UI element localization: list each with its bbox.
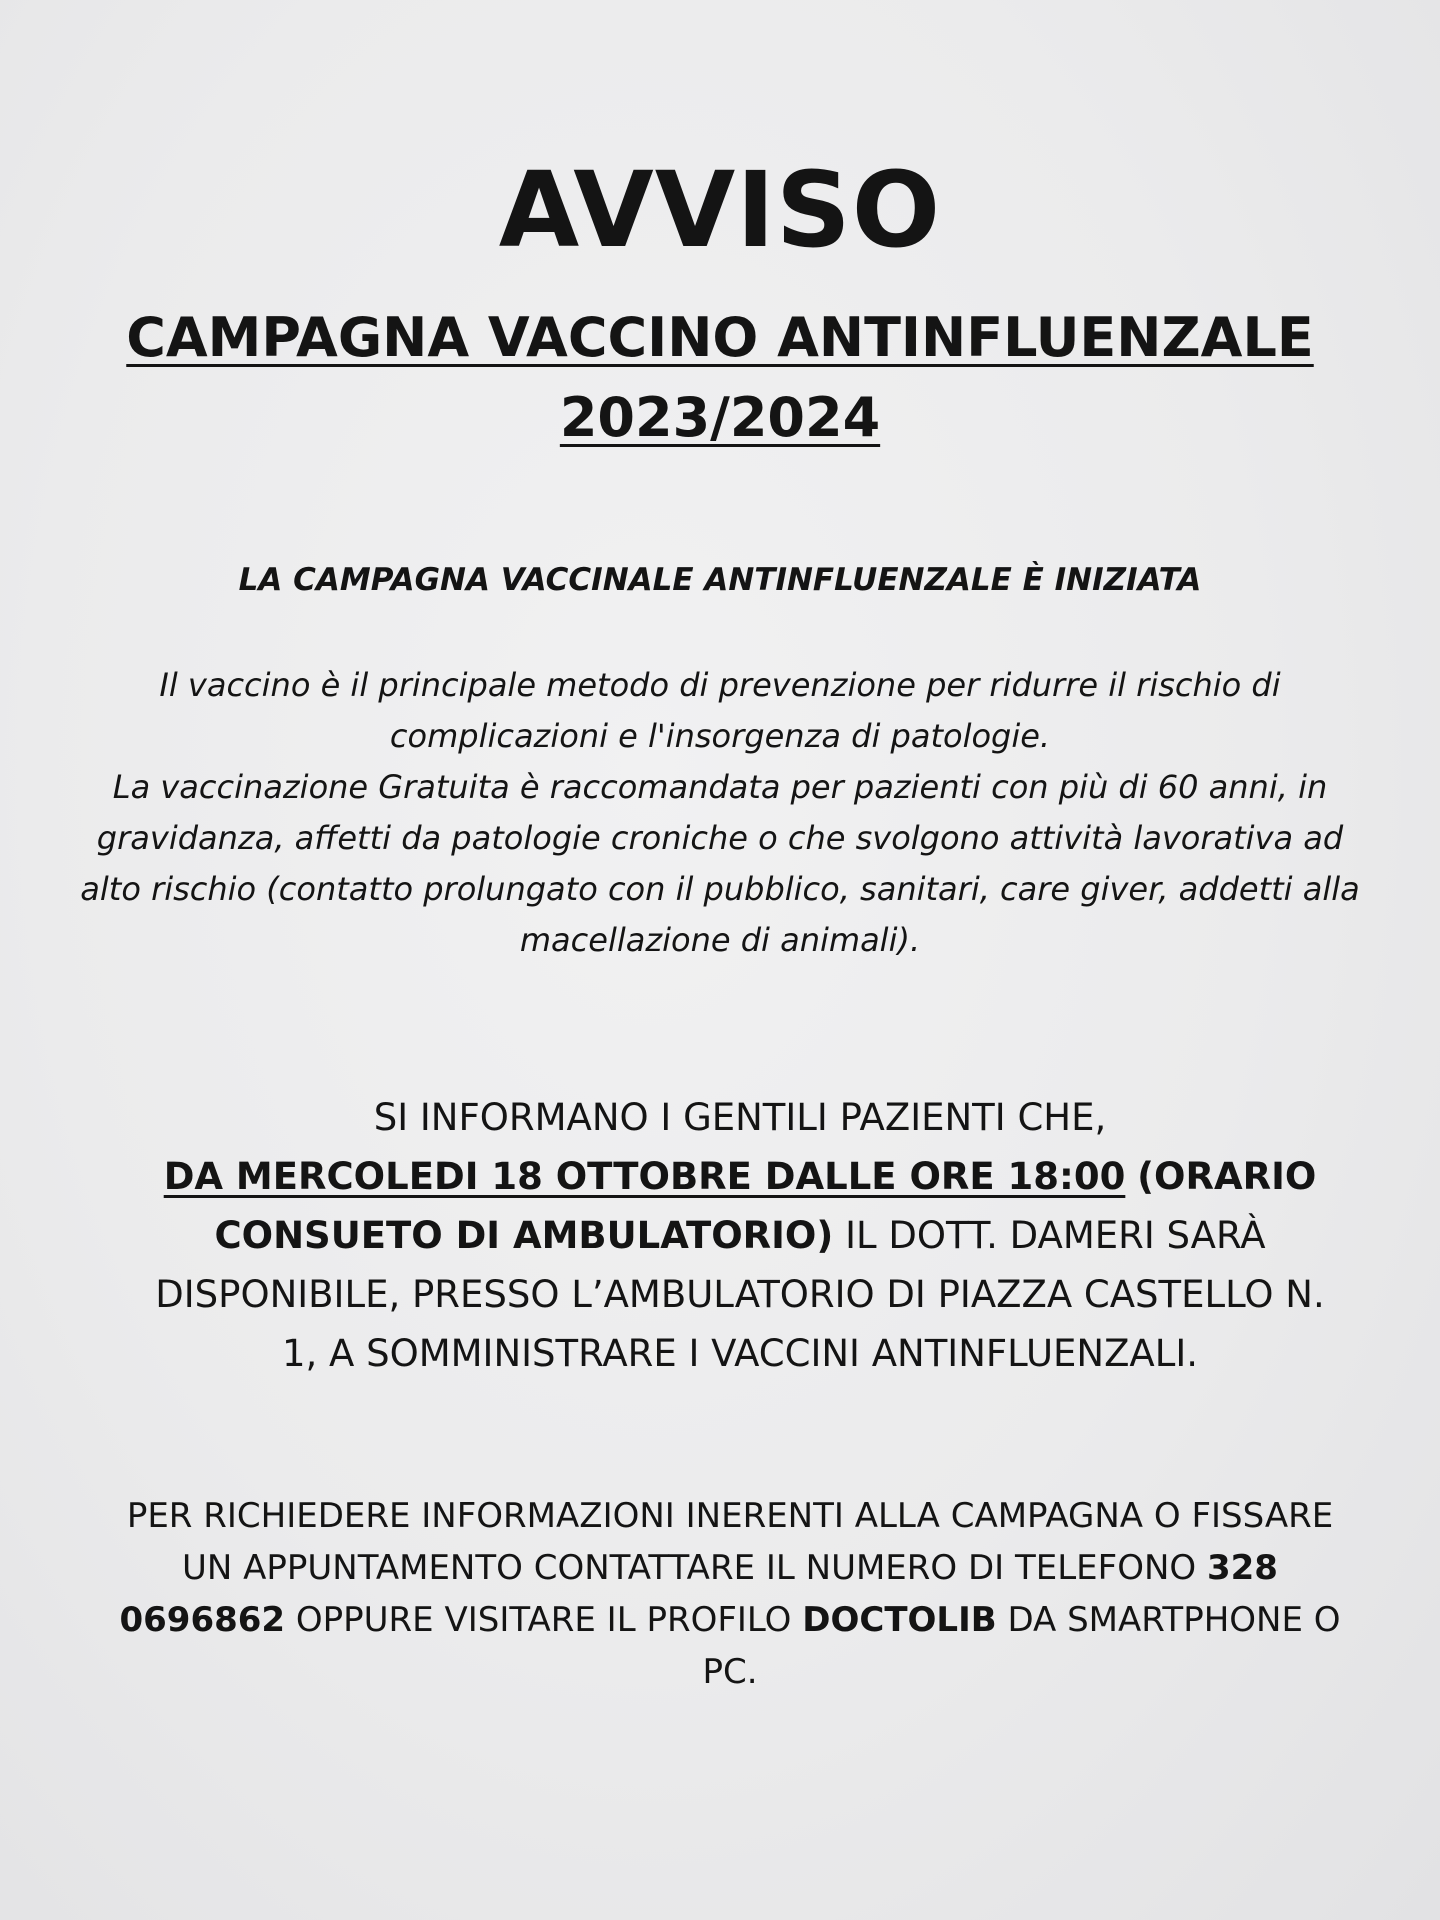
info-date: DA MERCOLEDI 18 OTTOBRE DALLE ORE 18:00 [163,1155,1126,1198]
description-paragraph-2: La vaccinazione Gratuita è raccomandata per pazienti con più di 60 anni, in gravidanza, affetti da patologie croniche o che svolgono attività lavorativa ad alto rischio (contatto prolungato con il pubblico, sanitari, care giver, addetti alla macellazione di animali). [80,768,1360,959]
platform-name: DOCTOLIB [802,1600,997,1640]
contact-paragraph [100,1490,1360,1698]
notice-title: AVVISO [498,149,942,271]
info-rest: IL DOTT. DAMERI SARÀ DISPONIBILE, PRESSO L’AMBULATORIO DI PIAZZA CASTELLO N. 1, A SOMMINISTRARE I VACCINI ANTINFLUENZALI. [155,1214,1325,1375]
vaccine-description [70,660,1370,966]
contact-info [100,1490,1360,1698]
info-intro: SI INFORMANO I GENTILI PAZIENTI CHE, [373,1096,1107,1139]
contact-text: PER RICHIEDERE INFORMAZIONI INERENTI ALLA CAMPAGNA O FISSARE UN APPUNTAMENTO CONTATTARE IL NUMERO DI TELEFONO [126,1496,1334,1588]
info-hours: (ORARIO CONSUETO DI AMBULATORIO) [214,1155,1317,1257]
campaign-heading [0,298,1440,458]
info-details [150,1147,1330,1383]
phone-number: 328 0696862 [119,1548,1278,1640]
campaign-heading-line1: CAMPAGNA VACCINO ANTINFLUENZALE [126,306,1314,369]
campaign-heading-year: 2023/2024 [559,386,881,449]
description-paragraph-1: Il vaccino è il principale metodo di prevenzione per ridurre il rischio di complicazioni e l'insorgenza di patologie. [159,666,1281,755]
schedule-info [150,1088,1330,1383]
contact-end: DA SMARTPHONE O PC. [702,1600,1341,1692]
campaign-start-note: LA CAMPAGNA VACCINALE ANTINFLUENZALE È INIZIATA [238,562,1202,598]
contact-mid: OPPURE VISITARE IL PROFILO [295,1600,792,1640]
